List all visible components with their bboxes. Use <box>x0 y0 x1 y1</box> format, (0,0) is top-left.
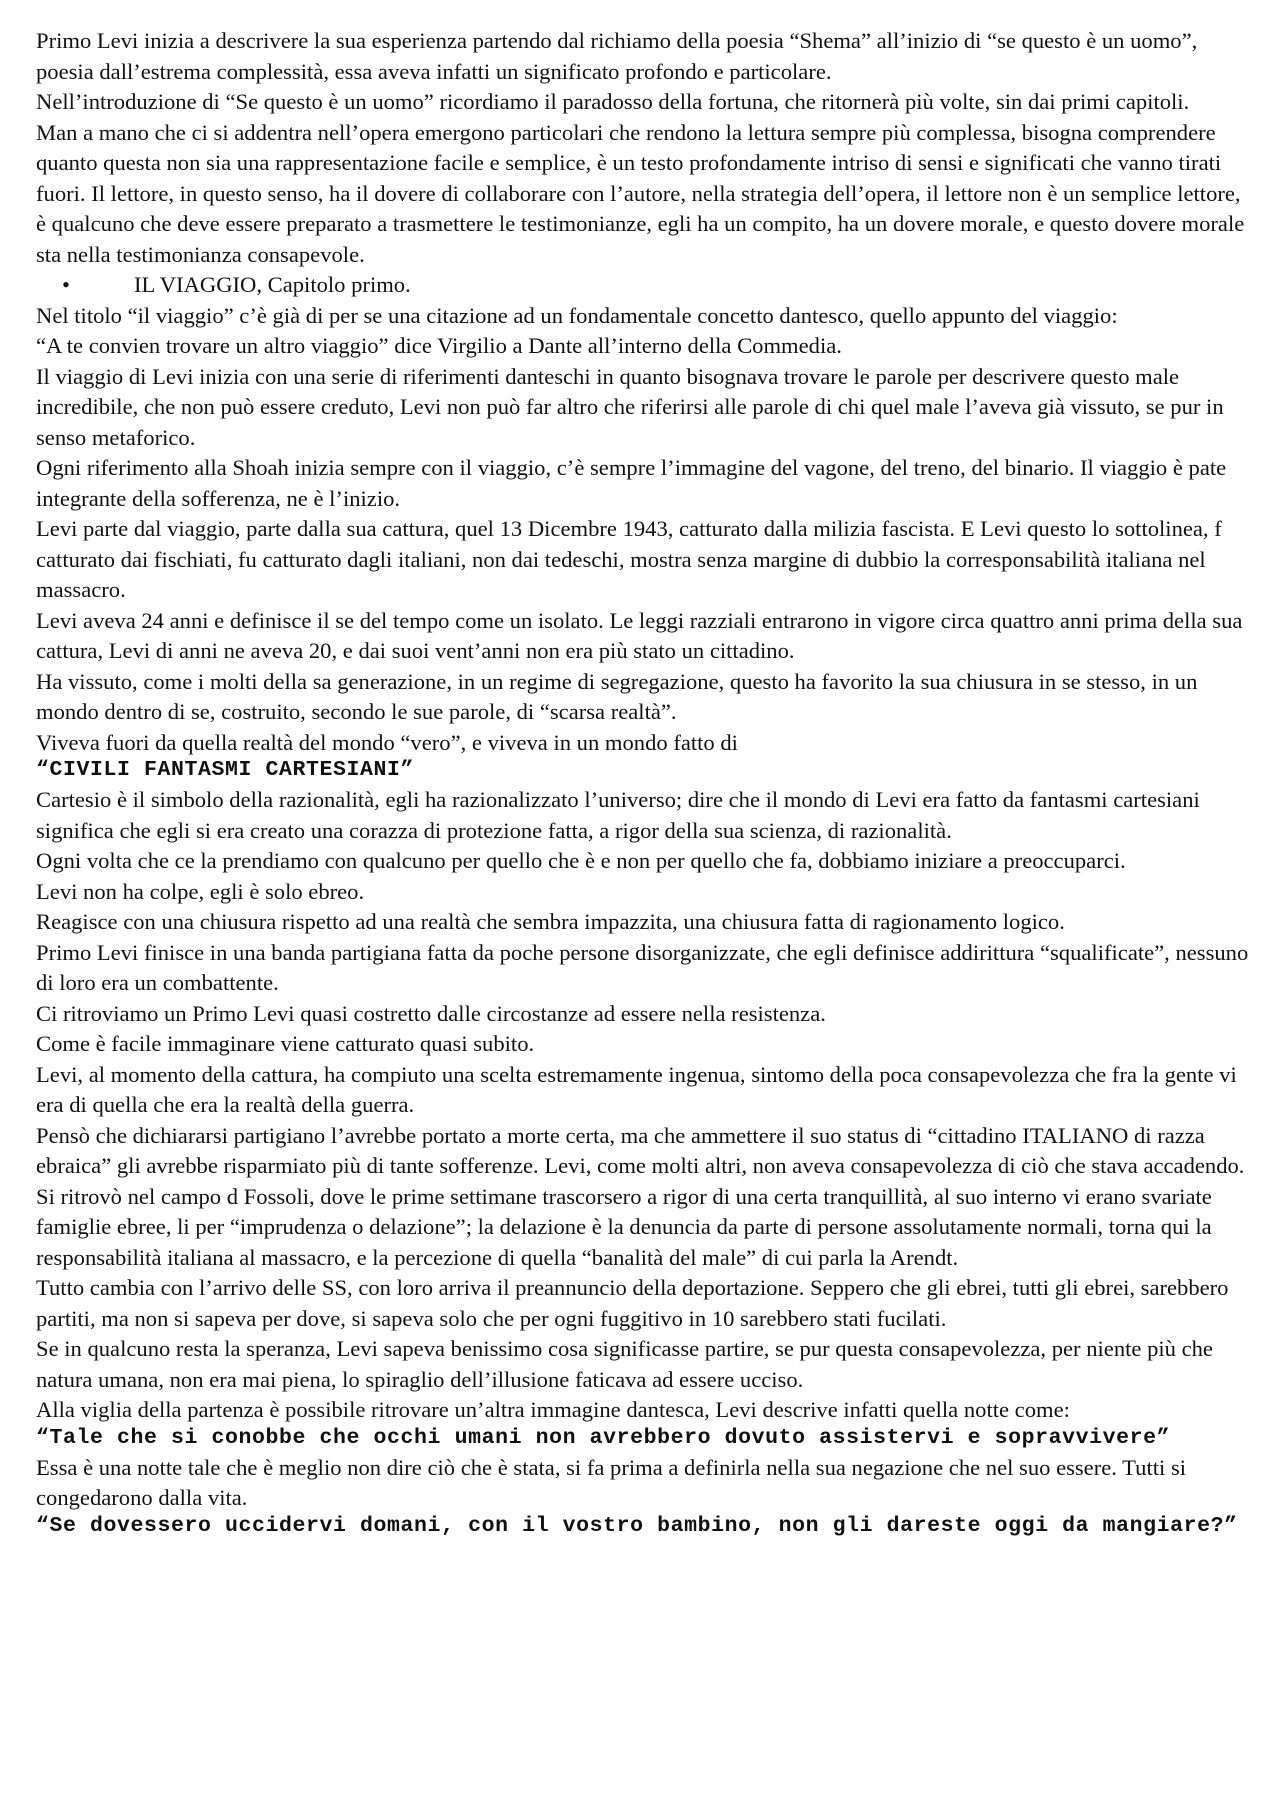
quote: “Se dovessero uccidervi domani, con il vostro bambino, non gli dareste oggi da mangiare?” <box>36 1513 1238 1538</box>
paragraph: Il viaggio di Levi inizia con una serie di riferimenti danteschi in quanto bisognava trovare le parole per descrivere questo male incredibile, che non può essere creduto, Levi non può far altro che riferirsi alle parole di chi quel male l’aveva già vissuto, se pur in senso metaforico. <box>36 363 1224 450</box>
paragraph: Primo Levi inizia a descrivere la sua esperienza partendo dal richiamo della poesia “Shema” all’inizio di “se questo è un uomo”, poesia dall’estrema complessità, essa aveva infatti un significato profondo e particolare. <box>36 28 1198 84</box>
paragraph: Se in qualcuno resta la speranza, Levi sapeva benissimo cosa significasse partire, se pur questa consapevolezza, per niente più che natura umana, non era mai piena, lo spiraglio dell’illusione faticava ad essere ucciso. <box>36 1336 1213 1392</box>
paragraph: Man a mano che ci si addentra nell’opera emergono particolari che rendono la lettura sempre più complessa, bisogna comprendere quanto questa non sia una rappresentazione facile e semplice, è un testo profondamente intriso di sensi e significati che vanno tirati fuori. Il lettore, in questo senso, ha il dovere di collaborare con l’autore, nella strategia dell’opera, il lettore non è un semplice lettore, è qualcuno che deve essere preparato a trasmettere le testimonianze, egli ha un compito, ha un dovere morale, e questo dovere morale sta nella testimonianza consapevole. <box>36 119 1245 267</box>
paragraph: Si ritrovò nel campo d Fossoli, dove le prime settimane trascorsero a rigor di una certa tranquillità, al suo interno vi erano svariate famiglie ebree, li per “imprudenza o delazione”; la delazione è la denuncia da parte di persone assolutamente normali, torna qui la responsabilità italiana al massacro, e la percezione di quella “banalità del male” di cui parla la Arendt. <box>36 1183 1212 1270</box>
bullet-marker: • <box>62 272 70 297</box>
paragraph: Viveva fuori da quella realtà del mondo “vero”, e viveva in un mondo fatto di <box>36 729 738 755</box>
paragraph: Pensò che dichiararsi partigiano l’avrebbe portato a morte certa, ma che ammettere il suo status di “cittadino ITALIANO di razza ebraica” gli avrebbe risparmiato più di tante sofferenze. Levi, come molti altri, non aveva consapevolezza di ciò che stava accadendo. <box>36 1122 1245 1178</box>
paragraph: Ci ritroviamo un Primo Levi quasi costretto dalle circostanze ad essere nella resistenza. <box>36 1000 826 1026</box>
paragraph: Reagisce con una chiusura rispetto ad una realtà che sembra impazzita, una chiusura fatta di ragionamento logico. <box>36 909 1065 934</box>
paragraph: Ogni riferimento alla Shoah inizia sempre con il viaggio, c’è sempre l’immagine del vagone, del treno, del binario. Il viaggio è pate integrante della sofferenza, ne è l’inizio. <box>36 455 1227 511</box>
paragraph: Tutto cambia con l’arrivo delle SS, con loro arriva il preannuncio della deportazione. Seppero che gli ebrei, tutti gli ebrei, sarebbero partiti, ma non si sapeva per dove, si sapeva solo che per ogni fuggitivo in 10 sarebbero stati fucilati. <box>36 1275 1229 1331</box>
quote: “Tale che si conobbe che occhi umani non avrebbero dovuto assistervi e sopravvivere” <box>36 1425 1171 1450</box>
document-body <box>36 26 1256 1541</box>
paragraph: Alla viglia della partenza è possibile ritrovare un’altra immagine dantesca, Levi descrive infatti quella notte come: <box>36 1397 1070 1422</box>
paragraph: Essa è una notte tale che è meglio non dire ciò che è stata, si fa prima a definirla nella sua negazione che nel suo essere. Tutti si congedarono dalla vita. <box>36 1454 1187 1510</box>
paragraph: Come è facile immaginare viene catturato quasi subito. <box>36 1031 535 1056</box>
paragraph: Cartesio è il simbolo della razionalità, egli ha razionalizzato l’universo; dire che il mondo di Levi era fatto da fantasmi cartesiani significa che egli si era creato una corazza di protezione fatta, a rigor della sua scienza, di razionalità. <box>36 787 1200 843</box>
chapter-heading: IL VIAGGIO, Capitolo primo. <box>134 272 411 297</box>
paragraph: Levi parte dal viaggio, parte dalla sua cattura, quel 13 Dicembre 1943, catturato dalla milizia fascista. E Levi questo lo sottolinea, f catturato dai fischiati, fu catturato dagli italiani, non dai tedeschi, mostra senza margine di dubbio la corresponsabilità italiana nel massacro. <box>36 516 1222 602</box>
paragraph: Levi, al momento della cattura, ha compiuto una scelta estremamente ingenua, sintomo della poca consapevolezza che fra la gente vi era di quella che era la realtà della guerra. <box>36 1061 1237 1117</box>
paragraph: Levi non ha colpe, egli è solo ebreo. <box>36 878 365 904</box>
paragraph: “A te convien trovare un altro viaggio” dice Virgilio a Dante all’interno della Commedia. <box>36 333 842 358</box>
chapter-bullet <box>36 270 1256 301</box>
paragraph: Ha vissuto, come i molti della sa generazione, in un regime di segregazione, questo ha favorito la sua chiusura in se stesso, in un mondo dentro di se, costruito, secondo le sue parole, di “scarsa realtà”. <box>36 668 1198 724</box>
paragraph: Levi aveva 24 anni e definisce il se del tempo come un isolato. Le leggi razziali entrarono in vigore circa quattro anni prima della sua cattura, Levi di anni ne aveva 20, e dai suoi vent’anni non era più stato un cittadino. <box>36 607 1243 663</box>
quote: “CIVILI FANTASMI CARTESIANI” <box>36 758 415 782</box>
paragraph: Nell’introduzione di “Se questo è un uomo” ricordiamo il paradosso della fortuna, che ritornerà più volte, sin dai primi capitoli. <box>36 89 1190 114</box>
paragraph: Ogni volta che ce la prendiamo con qualcuno per quello che è e non per quello che fa, dobbiamo iniziare a preoccuparci. <box>36 848 1126 873</box>
paragraph: Primo Levi finisce in una banda partigiana fatta da poche persone disorganizzate, che egli definisce addirittura “squalificate”, nessuno di loro era un combattente. <box>36 939 1249 995</box>
paragraph: Nel titolo “il viaggio” c’è già di per se una citazione ad un fondamentale concetto dantesco, quello appunto del viaggio: <box>36 302 1118 328</box>
